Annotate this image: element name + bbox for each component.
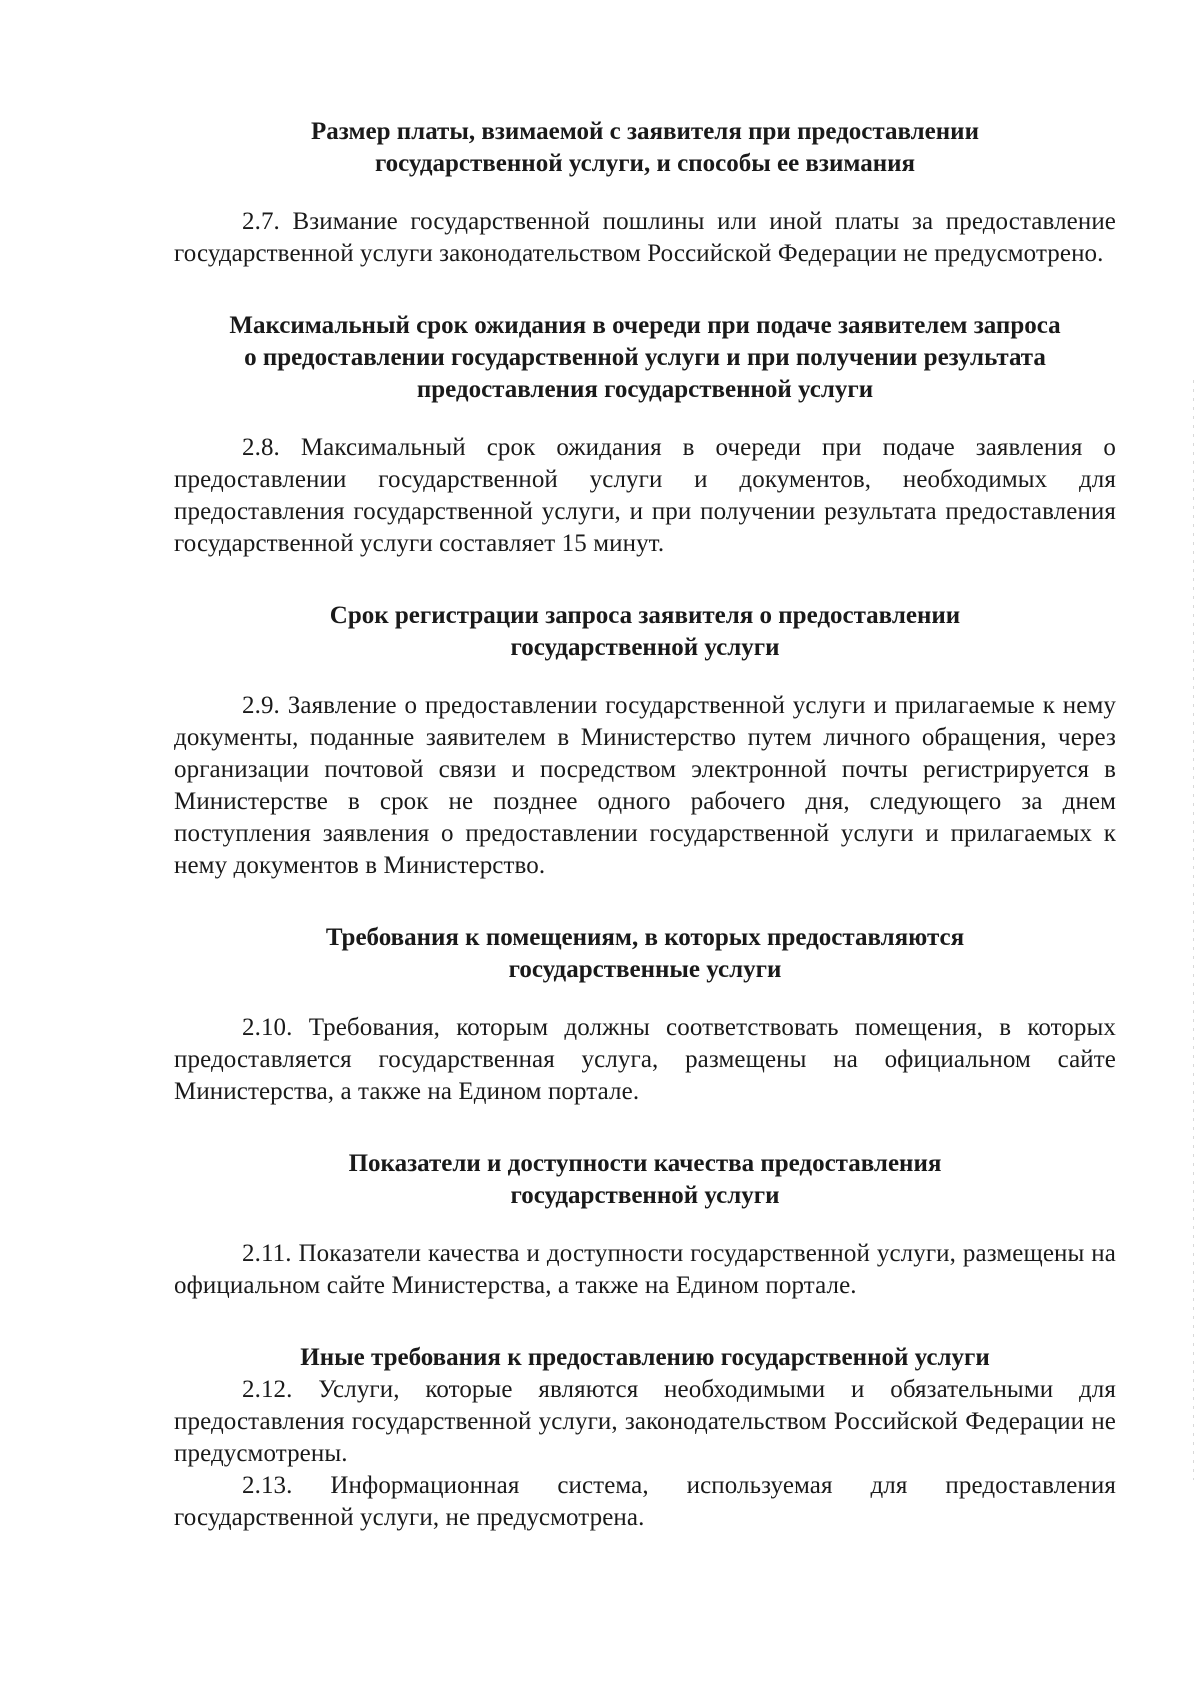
section-quality-indicators <box>174 1148 1116 1302</box>
section-heading: Иные требования к предоставлению государственной услуги <box>300 1344 990 1371</box>
section-other-requirements <box>174 1342 1116 1534</box>
section-registration <box>174 600 1116 882</box>
paragraph-2-11: 2.11. Показатели качества и доступности государственной услуги, размещены на официальном сайте Министерства, а также на Едином портале. <box>174 1240 1116 1299</box>
scan-edge-artifact <box>1193 380 1194 1480</box>
section-queue-time <box>174 310 1116 560</box>
section-heading: Срок регистрации запроса заявителя о предоставлении государственной услуги <box>329 602 961 661</box>
section-heading: Максимальный срок ожидания в очереди при подаче заявителем запроса о предоставлении государственной услуги и при получении результата предоставления государственной услуги <box>229 312 1061 403</box>
paragraph-2-10: 2.10. Требования, которым должны соответствовать помещения, в которых предоставляется государственная услуга, размещены на официальном сайте Министерства, а также на Едином портале. <box>174 1014 1116 1105</box>
section-heading: Размер платы, взимаемой с заявителя при предоставлении государственной услуги, и способы ее взимания <box>311 118 979 177</box>
paragraph-2-7: 2.7. Взимание государственной пошлины или иной платы за предоставление государственной услуги законодательством Российской Федерации не предусмотрено. <box>174 208 1116 267</box>
section-premises <box>174 922 1116 1108</box>
section-payment <box>174 116 1116 270</box>
section-heading: Требования к помещениям, в которых предоставляются государственные услуги <box>325 924 965 983</box>
document-body <box>174 116 1116 1534</box>
section-heading: Показатели и доступности качества предоставления государственной услуги <box>348 1150 942 1209</box>
paragraph-2-13: 2.13. Информационная система, используемая для предоставления государственной услуги, не предусмотрена. <box>174 1472 1116 1531</box>
paragraph-2-8: 2.8. Максимальный срок ожидания в очереди при подаче заявления о предоставлении государственной услуги и документов, необходимых для предоставления государственной услуги, и при получении результата предоставления государственной услуги составляет 15 минут. <box>174 434 1116 557</box>
paragraph-2-12: 2.12. Услуги, которые являются необходимыми и обязательными для предоставления государственной услуги, законодательством Российской Федерации не предусмотрены. <box>174 1376 1116 1467</box>
paragraph-2-9: 2.9. Заявление о предоставлении государственной услуги и прилагаемые к нему документы, поданные заявителем в Министерство путем личного обращения, через организации почтовой связи и посредством электронной почты регистрируется в Министерстве в срок не позднее одного рабочего дня, следующего за днем поступления заявления о предоставлении государственной услуги и прилагаемых к нему документов в Министерство. <box>174 692 1116 879</box>
